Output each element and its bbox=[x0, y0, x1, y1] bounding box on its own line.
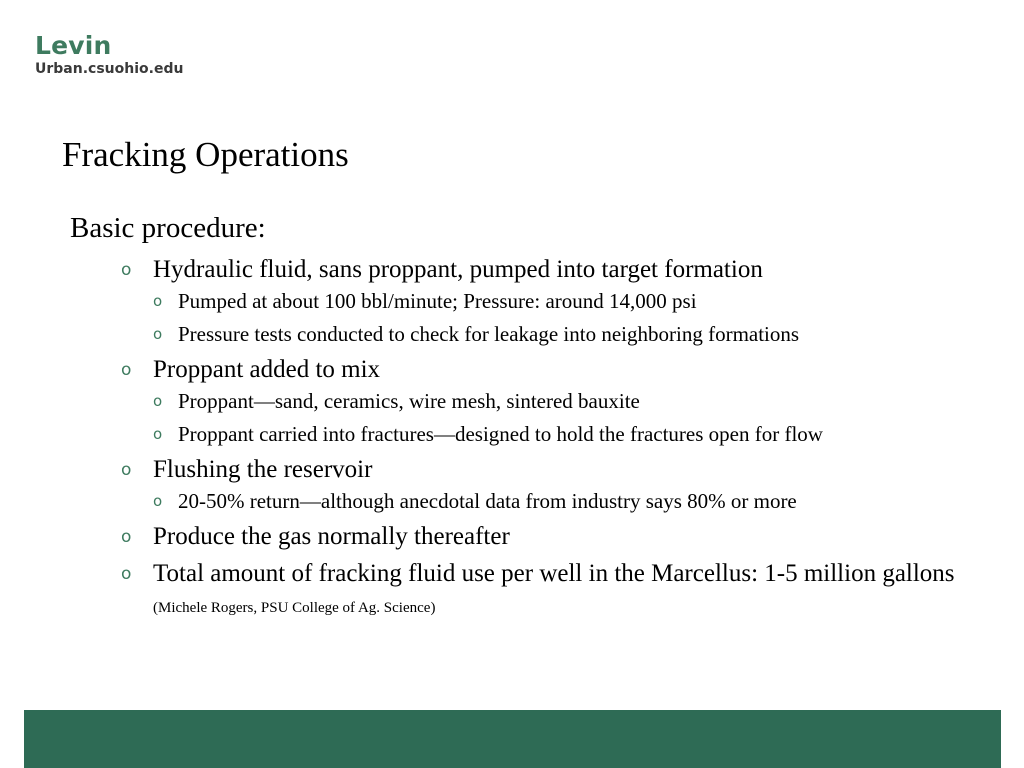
list-item bbox=[121, 354, 970, 448]
bullet-icon: o bbox=[153, 425, 163, 443]
sub-list-item-text: 20-50% return—although anecdotal data from industry says 80% or more bbox=[178, 489, 797, 513]
sub-bullet-list bbox=[153, 288, 970, 348]
footer-bar bbox=[24, 710, 1001, 768]
sub-list-item bbox=[153, 288, 970, 315]
bullet-icon: o bbox=[121, 260, 132, 280]
bullet-icon: o bbox=[121, 360, 132, 380]
slide-body bbox=[70, 210, 970, 630]
list-item bbox=[121, 254, 970, 348]
citation: (Michele Rogers, PSU College of Ag. Science) bbox=[153, 600, 436, 616]
list-item-text: Hydraulic fluid, sans proppant, pumped into target formation bbox=[153, 256, 763, 283]
sub-bullet-list bbox=[153, 488, 970, 515]
sub-list-item bbox=[153, 421, 970, 448]
bullet-icon: o bbox=[153, 292, 163, 310]
list-item bbox=[121, 558, 970, 624]
bullet-icon: o bbox=[153, 392, 163, 410]
brand-name: Levin bbox=[35, 31, 112, 60]
bullet-icon: o bbox=[121, 564, 132, 584]
sub-bullet-list bbox=[153, 388, 970, 448]
bullet-icon: o bbox=[153, 492, 163, 510]
list-item bbox=[121, 521, 970, 552]
brand-url: Urban.csuohio.edu bbox=[35, 61, 184, 77]
list-item-text: Total amount of fracking fluid use per well in the Marcellus: 1-5 million gallons bbox=[153, 560, 955, 587]
list-item bbox=[121, 454, 970, 515]
list-item-text: Produce the gas normally thereafter bbox=[153, 523, 510, 550]
sub-list-item-text: Proppant—sand, ceramics, wire mesh, sintered bauxite bbox=[178, 389, 640, 413]
sub-list-item-text: Proppant carried into fractures—designed to hold the fractures open for flow bbox=[178, 422, 823, 446]
slide-title: Fracking Operations bbox=[62, 135, 349, 174]
list-item-text: Flushing the reservoir bbox=[153, 456, 373, 483]
brand-logo bbox=[35, 30, 183, 78]
sub-list-item-text: Pumped at about 100 bbl/minute; Pressure: around 14,000 psi bbox=[178, 289, 697, 313]
sub-list-item bbox=[153, 488, 970, 515]
bullet-icon: o bbox=[121, 460, 132, 480]
section-heading: Basic procedure: bbox=[70, 212, 266, 244]
sub-list-item-text: Pressure tests conducted to check for leakage into neighboring formations bbox=[178, 322, 800, 346]
bullet-icon: o bbox=[153, 325, 163, 343]
sub-list-item bbox=[153, 388, 970, 415]
bullet-list bbox=[121, 254, 970, 624]
sub-list-item bbox=[153, 321, 970, 348]
bullet-icon: o bbox=[121, 527, 132, 547]
list-item-text: Proppant added to mix bbox=[153, 356, 381, 383]
